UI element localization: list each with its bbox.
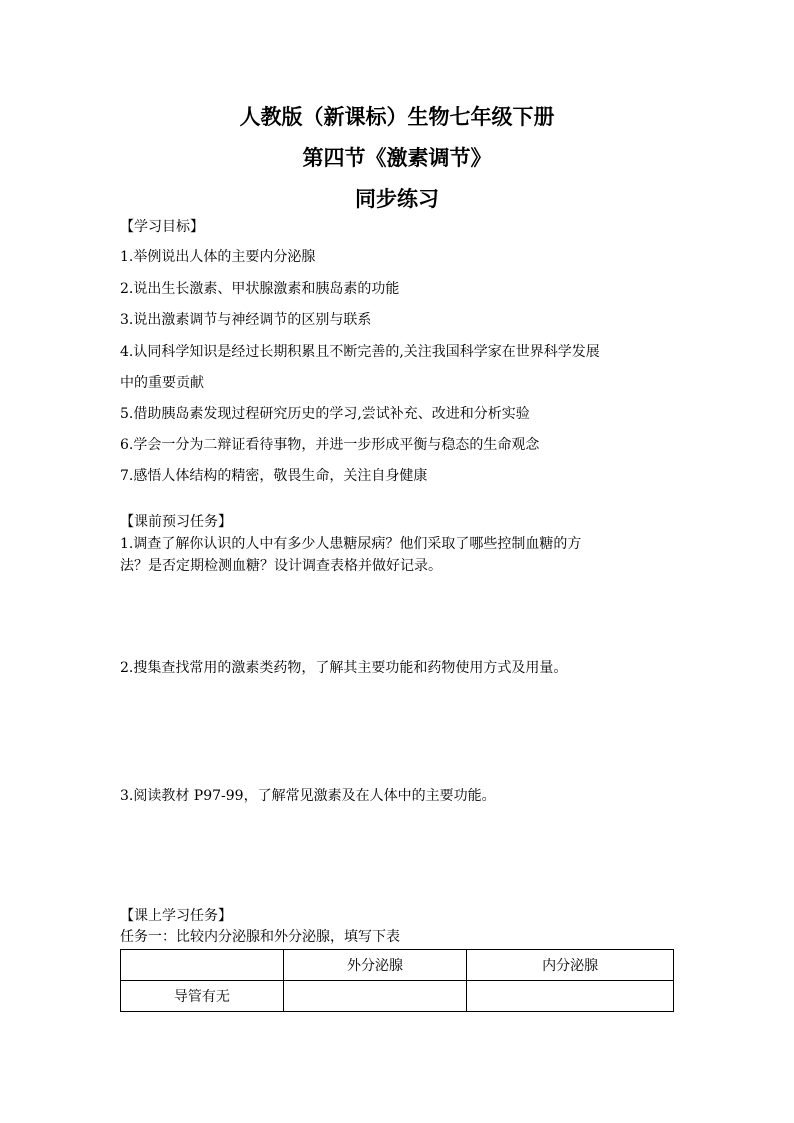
table-row-label: 导管有无 (121, 981, 284, 1012)
classroom-heading: 【课上学习任务】 (120, 908, 232, 924)
table-header-cell (121, 950, 284, 981)
objective-item: 4.认同科学知识是经过长期积累且不断完善的,关注我国科学家在世界科学发展 (120, 344, 600, 360)
gland-comparison-table (120, 949, 674, 1012)
objective-item: 3.说出激素调节与神经调节的区别与联系 (120, 312, 372, 328)
table-row (121, 981, 674, 1012)
exercise-title: 同步练习 (355, 186, 439, 211)
classroom-task-1-intro: 任务一：比较内分泌腺和外分泌腺，填写下表 (120, 929, 400, 945)
objective-item: 2.说出生长激素、甲状腺激素和胰岛素的功能 (120, 281, 400, 297)
table-answer-cell-exocrine (283, 981, 467, 1012)
table-answer-cell-endocrine (467, 981, 674, 1012)
objective-item: 6.学会一分为二辩证看待事物，并进一步形成平衡与稳态的生命观念 (120, 437, 540, 453)
table-header-row (121, 950, 674, 981)
preview-task-2: 2.搜集查找常用的激素类药物，了解其主要功能和药物使用方式及用量。 (120, 660, 568, 676)
objective-item-continuation: 中的重要贡献 (120, 375, 204, 391)
preview-heading: 【课前预习任务】 (120, 514, 232, 530)
table-header-exocrine: 外分泌腺 (283, 950, 467, 981)
document-title: 人教版（新课标）生物七年级下册 (239, 104, 555, 129)
table-header-endocrine: 内分泌腺 (467, 950, 674, 981)
lesson-title: 第四节《激素调节》 (302, 145, 492, 170)
preview-task-1-line-1: 1.调查了解你认识的人中有多少人患糖尿病？他们采取了哪些控制血糖的方 (120, 536, 582, 552)
objectives-heading: 【学习目标】 (120, 219, 204, 235)
preview-task-1-line-2: 法？是否定期检测血糖？设计调查表格并做好记录。 (120, 558, 442, 574)
objective-item: 7.感悟人体结构的精密，敬畏生命，关注自身健康 (120, 468, 428, 484)
objective-item: 1.举例说出人体的主要内分泌腺 (120, 249, 316, 265)
preview-task-3: 3.阅读教材 P97-99，了解常见激素及在人体中的主要功能。 (120, 788, 496, 804)
objective-item: 5.借助胰岛素发现过程研究历史的学习,尝试补充、改进和分析实验 (120, 406, 530, 422)
